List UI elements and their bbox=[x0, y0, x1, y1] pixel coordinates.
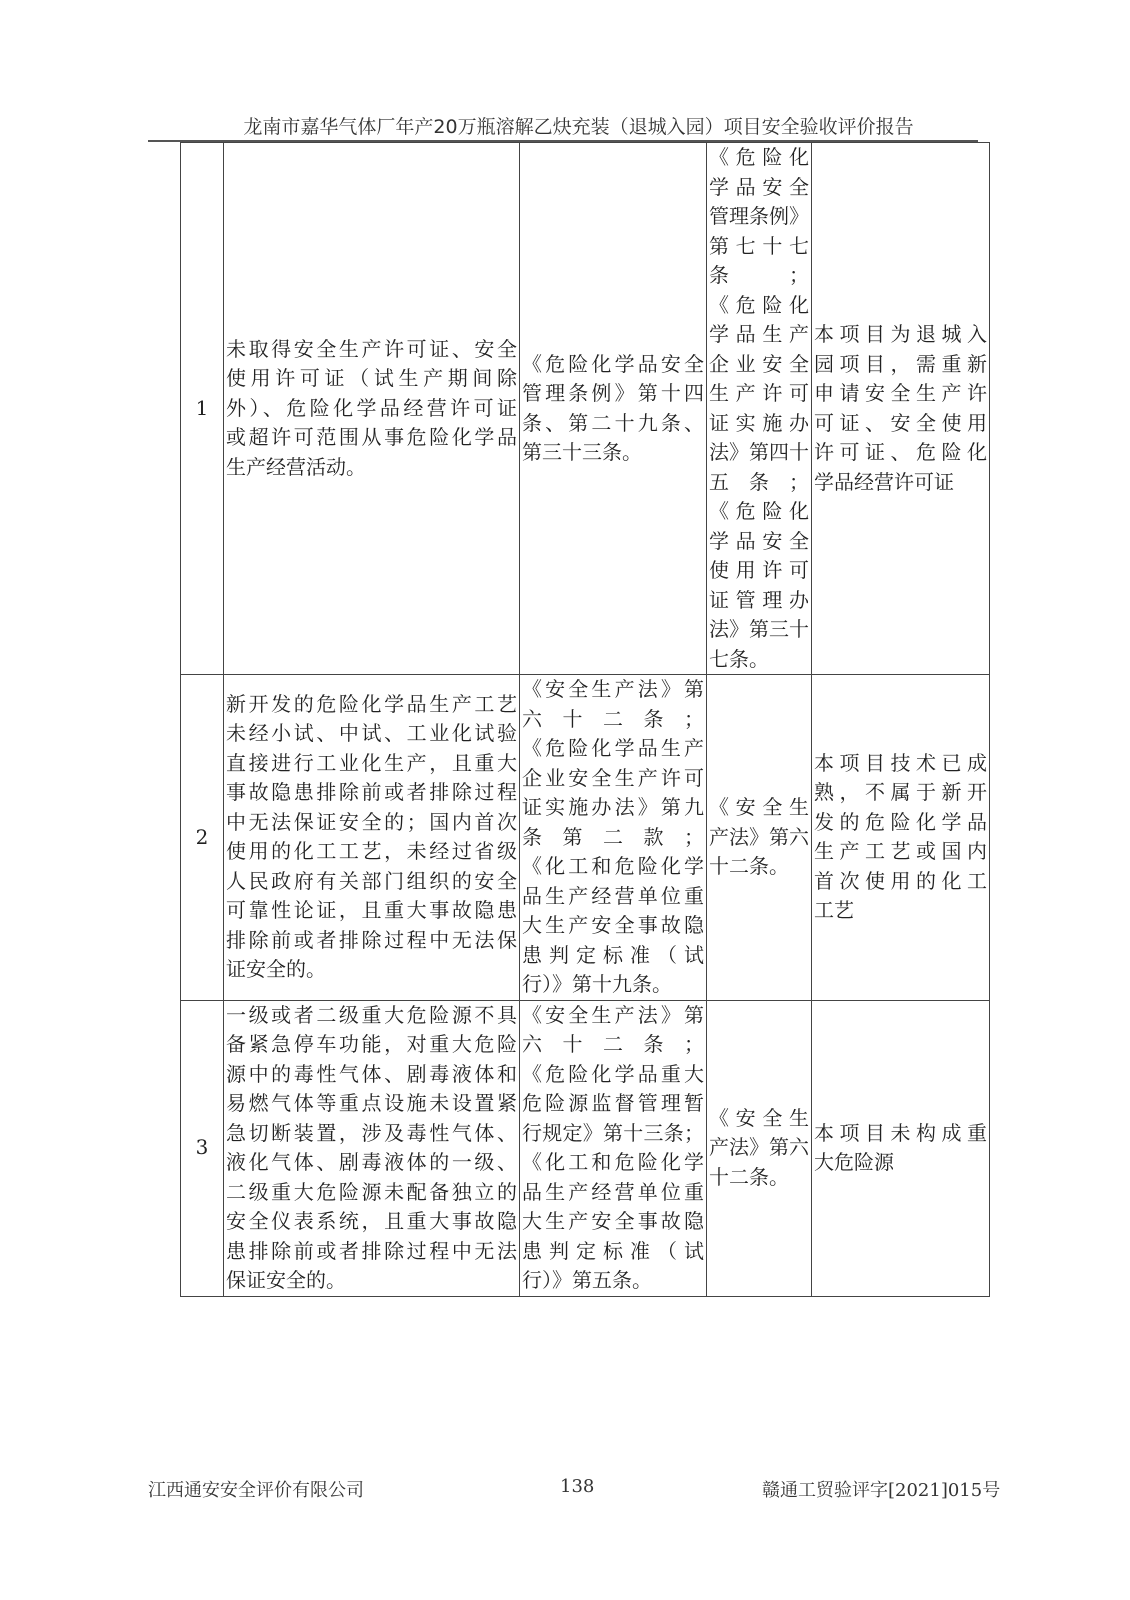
footer-doc-number: 赣通工贸验评字[2021]015号 bbox=[762, 1480, 1001, 1501]
cell-line: 一级或者二级重大危险源不具 bbox=[226, 1002, 517, 1027]
cell-line: 《危险化 bbox=[709, 145, 809, 169]
cell-line: 证安全的。 bbox=[226, 957, 326, 982]
cell-line: 七条。 bbox=[709, 646, 769, 671]
result-cell bbox=[812, 675, 990, 1001]
cell-line: 产法》第六 bbox=[709, 1135, 809, 1160]
cell-line: 法》第三十 bbox=[709, 617, 809, 641]
row-number: 2 bbox=[181, 675, 224, 1001]
cell-line: 《安全生 bbox=[709, 795, 809, 819]
cell-line: 未经小试、中试、工业化试验 bbox=[226, 721, 517, 746]
table-row bbox=[181, 1000, 990, 1296]
cell-line: 使用的化工工艺，未经过省级 bbox=[226, 839, 517, 864]
cell-line: 证实施办法》第九 bbox=[522, 795, 704, 819]
cell-line: 管理条例》 bbox=[709, 204, 809, 228]
cell-line: 易燃气体等重点设施未设置紧 bbox=[226, 1091, 517, 1115]
row-number: 3 bbox=[181, 1000, 224, 1296]
cell-line: 新开发的危险化学品生产工艺 bbox=[226, 691, 517, 716]
cell-line: 五条； bbox=[709, 469, 809, 494]
cell-line: 备紧急停车功能，对重大危险 bbox=[226, 1032, 517, 1056]
cell-line: 急切断装置，涉及毒性气体、 bbox=[226, 1120, 517, 1145]
hazard-item-cell bbox=[224, 143, 520, 675]
cell-line: 中无法保证安全的；国内首次 bbox=[226, 809, 517, 834]
cell-line: 源中的毒性气体、剧毒液体和 bbox=[226, 1061, 517, 1086]
cell-line: 品生产经营单位重 bbox=[522, 883, 704, 908]
cell-line: 学品安全 bbox=[709, 528, 809, 553]
cell-line: 条第二款； bbox=[522, 824, 704, 849]
cell-line: 证管理办 bbox=[709, 587, 809, 612]
cell-line: 排除前或者排除过程中无法保 bbox=[226, 927, 517, 952]
cell-line: 企业安全生产许可 bbox=[522, 765, 704, 790]
cell-line: 条、第二十九条、 bbox=[522, 410, 704, 435]
cell-line: 十二条。 bbox=[709, 854, 789, 878]
cell-line: 本项目技术已成 bbox=[814, 750, 987, 775]
table-row bbox=[181, 143, 990, 675]
cell-line: 许可证、危险化 bbox=[814, 440, 987, 464]
law-reference-cell bbox=[707, 1000, 812, 1296]
cell-line: 生产经营活动。 bbox=[226, 454, 366, 479]
cell-line: 产法》第六 bbox=[709, 824, 809, 849]
footer-company: 江西通安安全评价有限公司 bbox=[148, 1480, 364, 1501]
cell-line: 《危险化 bbox=[709, 292, 809, 317]
hazard-item-cell bbox=[224, 1000, 520, 1296]
cell-line: 法》第四十 bbox=[709, 440, 809, 464]
cell-line: 大生产安全事故隐 bbox=[522, 913, 704, 937]
cell-line: 保证安全的。 bbox=[226, 1268, 346, 1292]
cell-line: 《安全生产法》第 bbox=[522, 1002, 704, 1027]
cell-line: 患判定标准（试 bbox=[522, 942, 704, 967]
cell-line: 可证、安全使用 bbox=[814, 410, 987, 435]
row-number: 1 bbox=[181, 143, 224, 675]
cell-line: 患排除前或者排除过程中无法 bbox=[226, 1238, 517, 1263]
cell-line: 企业安全 bbox=[709, 351, 809, 376]
cell-line: 人民政府有关部门组织的安全 bbox=[226, 868, 517, 893]
cell-line: 管理条例》第十四 bbox=[522, 381, 704, 405]
law-reference-cell bbox=[707, 143, 812, 675]
cell-line: 直接进行工业化生产，且重大 bbox=[226, 750, 517, 775]
basis-cell bbox=[520, 143, 707, 675]
cell-line: 大生产安全事故隐 bbox=[522, 1209, 704, 1233]
cell-line: 大危险源 bbox=[814, 1150, 894, 1174]
cell-line: 本项目为退城入 bbox=[814, 322, 987, 346]
cell-line: 生产许可 bbox=[709, 381, 809, 405]
cell-line: 或超许可范围从事危险化学品 bbox=[226, 425, 517, 450]
hazard-item-cell bbox=[224, 675, 520, 1001]
cell-line: 证实施办 bbox=[709, 410, 809, 435]
cell-line: 申请安全生产许 bbox=[814, 381, 987, 405]
cell-line: 《安全生 bbox=[709, 1105, 809, 1130]
cell-line: 第三十三条。 bbox=[522, 440, 642, 464]
cell-line: 条； bbox=[709, 263, 809, 287]
cell-line: 本项目未构成重 bbox=[814, 1120, 987, 1145]
page-number: 138 bbox=[560, 1476, 595, 1497]
cell-line: 第七十七 bbox=[709, 233, 809, 258]
cell-line: 首次使用的化工 bbox=[814, 868, 987, 893]
cell-line: 外）、危险化学品经营许可证 bbox=[226, 395, 517, 420]
cell-line: 发的危险化学品 bbox=[814, 809, 987, 834]
cell-line: 行）》第五条。 bbox=[522, 1268, 652, 1292]
cell-line: 园项目，需重新 bbox=[814, 351, 987, 376]
result-cell bbox=[812, 143, 990, 675]
cell-line: 《危险化 bbox=[709, 499, 809, 523]
cell-line: 《危险化学品重大 bbox=[522, 1061, 704, 1086]
cell-line: 学品经营许可证 bbox=[814, 469, 954, 494]
page-header-title: 龙南市嘉华气体厂年产20万瓶溶解乙炔充装（退城入园）项目安全验收评价报告 bbox=[243, 116, 914, 138]
cell-line: 使用许可 bbox=[709, 558, 809, 582]
cell-line: 行规定》第十三条； bbox=[522, 1120, 704, 1145]
basis-cell bbox=[520, 1000, 707, 1296]
cell-line: 《危险化学品生产 bbox=[522, 736, 704, 760]
cell-line: 安全仪表系统，且重大事故隐 bbox=[226, 1209, 517, 1233]
cell-line: 事故隐患排除前或者排除过程 bbox=[226, 780, 517, 805]
basis-cell bbox=[520, 675, 707, 1001]
cell-line: 二级重大危险源未配备独立的 bbox=[226, 1179, 517, 1204]
cell-line: 六十二条； bbox=[522, 1032, 704, 1056]
table-row bbox=[181, 675, 990, 1001]
cell-line: 工艺 bbox=[814, 898, 854, 923]
cell-line: 品生产经营单位重 bbox=[522, 1179, 704, 1204]
cell-line: 《危险化学品安全 bbox=[522, 351, 704, 376]
cell-line: 患判定标准（试 bbox=[522, 1238, 704, 1263]
cell-line: 《化工和危险化学 bbox=[522, 854, 704, 878]
cell-line: 未取得安全生产许可证、安全 bbox=[226, 336, 517, 361]
cell-line: 行）》第十九条。 bbox=[522, 972, 672, 996]
cell-line: 学品安全 bbox=[709, 174, 809, 199]
cell-line: 危险源监督管理暂 bbox=[522, 1091, 704, 1115]
cell-line: 液化气体、剧毒液体的一级、 bbox=[226, 1150, 517, 1174]
cell-line: 学品生产 bbox=[709, 322, 809, 346]
hazard-table bbox=[180, 142, 990, 1297]
cell-line: 熟，不属于新开 bbox=[814, 780, 987, 805]
result-cell bbox=[812, 1000, 990, 1296]
cell-line: 六十二条； bbox=[522, 706, 704, 731]
cell-line: 使用许可证（试生产期间除 bbox=[226, 366, 517, 391]
cell-line: 《化工和危险化学 bbox=[522, 1150, 704, 1174]
cell-line: 《安全生产法》第 bbox=[522, 677, 704, 701]
cell-line: 可靠性论证，且重大事故隐患 bbox=[226, 898, 517, 923]
cell-line: 生产工艺或国内 bbox=[814, 839, 987, 864]
law-reference-cell bbox=[707, 675, 812, 1001]
cell-line: 十二条。 bbox=[709, 1164, 789, 1189]
